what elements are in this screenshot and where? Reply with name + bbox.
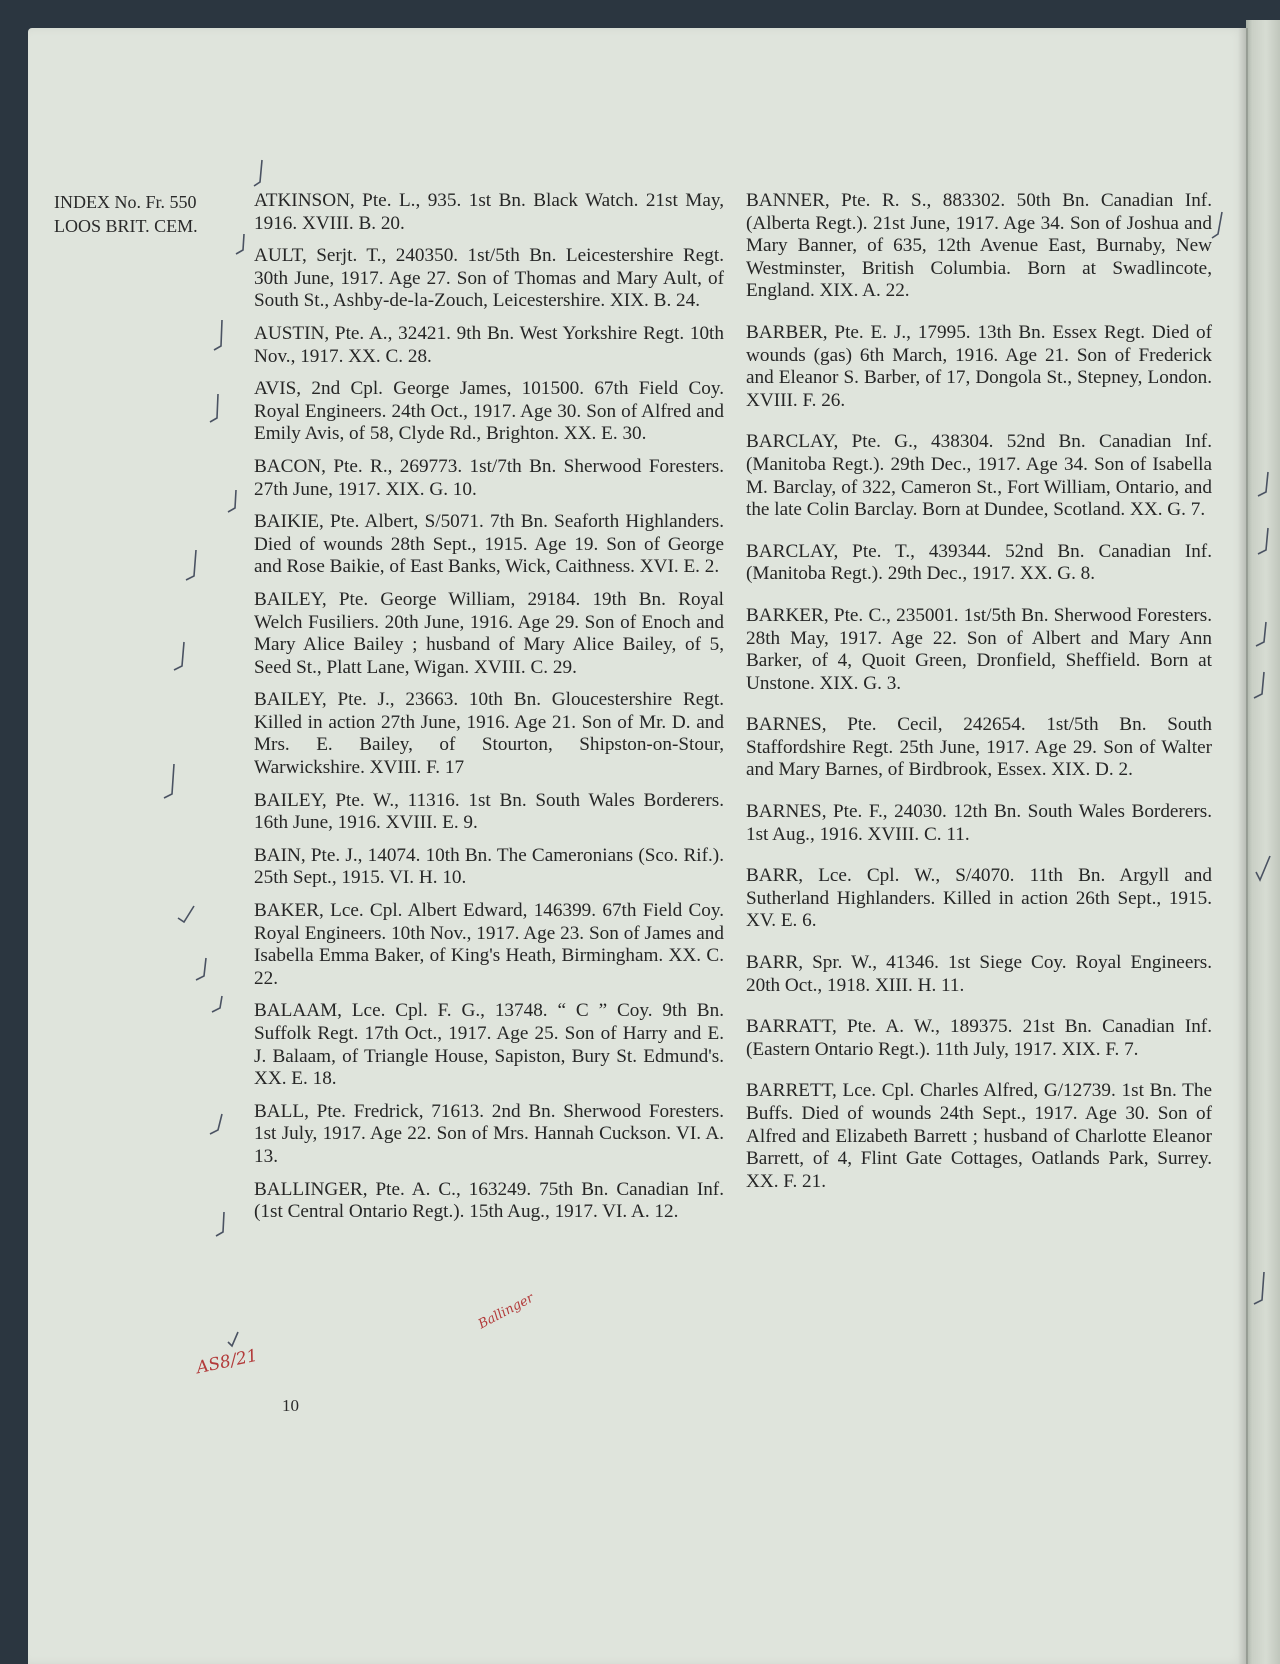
entry-baker: BAKER, Lce. Cpl. Albert Edward, 146399. 67th Field Coy. Royal Engineers. 10th Nov., 1917. Age 23. Son of James and Isabella Emma Baker, of King's Heath, Birmingham. XX. C. 22. xyxy=(254,900,724,989)
entry-bailey-w: BAILEY, Pte. W., 11316. 1st Bn. South Wales Borderers. 16th June, 1916. XVIII. E. 9. xyxy=(254,789,724,834)
tick-mark-icon xyxy=(214,1210,228,1240)
index-label xyxy=(54,190,198,238)
entry-bacon: BACON, Pte. R., 269773. 1st/7th Bn. Sherwood Foresters. 27th June, 1917. XIX. G. 10. xyxy=(254,455,724,500)
tick-mark-icon xyxy=(208,1112,226,1138)
tick-mark-icon xyxy=(1252,1270,1268,1308)
entry-avis: AVIS, 2nd Cpl. George James, 101500. 67th Field Coy. Royal Engineers. 24th Oct., 1917. Age 30. Son of Alfred and Emily Avis, of 58, Clyde Rd., Brighton. XX. E. 30. xyxy=(254,378,724,445)
page-fold-shadow xyxy=(1238,28,1248,1664)
tick-mark-icon xyxy=(1256,470,1272,498)
tick-mark-icon xyxy=(1254,854,1272,884)
tick-mark-icon xyxy=(210,994,226,1014)
tick-mark-icon xyxy=(1256,526,1272,556)
entry-barker: BARKER, Pte. C., 235001. 1st/5th Bn. Sherwood Foresters. 28th May, 1917. Age 22. Son of Albert and Mary Ann Barker, of 4, Quoit Green, Dronfield, Sheffield. Born at Unstone. XIX. G. 3. xyxy=(746,604,1212,694)
right-column xyxy=(746,190,1212,1212)
page-number: 10 xyxy=(282,1396,299,1415)
entry-barclay-t: BARCLAY, Pte. T., 439344. 52nd Bn. Canadian Inf. (Manitoba Regt.). 29th Dec., 1917. XX. G. 8. xyxy=(746,540,1212,585)
entry-barrett: BARRETT, Lce. Cpl. Charles Alfred, G/12739. 1st Bn. The Buffs. Died of wounds 24th Sept., 1917. Age 30. Son of Alfred and Elizabeth Barrett ; husband of Charlotte Eleanor Barrett, of 4, Flint Gate Cottages, Oatlands Park, Surrey. XX. F. 21. xyxy=(746,1080,1212,1192)
tick-mark-icon xyxy=(1254,620,1270,648)
entry-ball: BALL, Pte. Fredrick, 71613. 2nd Bn. Sherwood Foresters. 1st July, 1917. Age 22. Son of Mrs. Hannah Cuckson. VI. A. 13. xyxy=(254,1100,724,1167)
entry-barratt: BARRATT, Pte. A. W., 189375. 21st Bn. Canadian Inf. (Eastern Ontario Regt.). 11th July, 1917. XIX. F. 7. xyxy=(746,1016,1212,1060)
cemetery-name: LOOS BRIT. CEM. xyxy=(54,216,198,236)
entry-barr-lce: BARR, Lce. Cpl. W., S/4070. 11th Bn. Argyll and Sutherland Highlanders. Killed in action 26th Sept., 1915. XV. E. 6. xyxy=(746,865,1212,932)
entry-banner: BANNER, Pte. R. S., 883302. 50th Bn. Canadian Inf. (Alberta Regt.). 21st June, 1917. Age 34. Son of Joshua and Mary Banner, of 635, 12th Avenue East, Burnaby, New Westminster, British Columbia. Born at Swadlincote, England. XIX. A. 22. xyxy=(746,190,1212,302)
entry-barnes-f: BARNES, Pte. F., 24030. 12th Bn. South Wales Borderers. 1st Aug., 1916. XVIII. C. 11. xyxy=(746,801,1212,845)
entry-atkinson: ATKINSON, Pte. L., 935. 1st Bn. Black Watch. 21st May, 1916. XVIII. B. 20. xyxy=(254,190,724,234)
entry-ballinger: BALLINGER, Pte. A. C., 163249. 75th Bn. Canadian Inf. (1st Central Ontario Regt.). 15th Aug., 1917. VI. A. 12. xyxy=(254,1178,724,1223)
tick-mark-icon xyxy=(1210,210,1226,240)
entry-barclay-g: BARCLAY, Pte. G., 438304. 52nd Bn. Canadian Inf. (Manitoba Regt.). 29th Dec., 1917. Age 34. Son of Isabella M. Barclay, of 322, Cameron St., Fort William, Ontario, and the late Colin Barclay. Born at Dundee, Scotland. XX. G. 7. xyxy=(746,431,1212,521)
tick-mark-icon xyxy=(172,640,188,674)
tick-mark-icon xyxy=(176,904,196,924)
entry-barnes-cecil: BARNES, Pte. Cecil, 242654. 1st/5th Bn. South Staffordshire Regt. 25th June, 1917. Age 29. Son of Walter and Mary Barnes, of Birdbrook, Essex. XIX. D. 2. xyxy=(746,714,1212,781)
tick-mark-icon xyxy=(226,1330,242,1350)
entry-bain: BAIN, Pte. J., 14074. 10th Bn. The Cameronians (Sco. Rif.). 25th Sept., 1915. VI. H. 10. xyxy=(254,844,724,889)
tick-mark-icon xyxy=(162,762,178,802)
entry-bailey-j: BAILEY, Pte. J., 23663. 10th Bn. Gloucestershire Regt. Killed in action 27th June, 1916. Age 21. Son of Mr. D. and Mrs. E. Bailey, of Stourton, Shipston-on-Stour, Warwickshire. XVIII. F. 17 xyxy=(254,689,724,779)
index-number: INDEX No. Fr. 550 xyxy=(54,192,197,212)
entry-bailey-gw: BAILEY, Pte. George William, 29184. 19th Bn. Royal Welch Fusiliers. 20th June, 1916. Age 29. Son of Enoch and Mary Alice Bailey ; husband of Mary Alice Bailey, of 5, Seed St., Platt Lane, Wigan. XVIII. C. 29. xyxy=(254,588,724,678)
tick-mark-icon xyxy=(226,488,240,516)
tick-mark-icon xyxy=(252,158,266,188)
name-correction-annotation: Ballinger xyxy=(476,1290,537,1333)
tick-mark-icon xyxy=(1252,670,1268,700)
tick-mark-icon xyxy=(194,956,210,982)
entry-baikie: BAIKIE, Pte. Albert, S/5071. 7th Bn. Seaforth Highlanders. Died of wounds 28th Sept., 1915. Age 19. Son of George and Rose Baikie, of East Banks, Wick, Caithness. XVI. E. 2. xyxy=(254,511,724,578)
margin-annotation: AS8/21 xyxy=(194,1345,260,1379)
entry-barr-spr: BARR, Spr. W., 41346. 1st Siege Coy. Royal Engineers. 20th Oct., 1918. XIII. H. 11. xyxy=(746,952,1212,996)
entry-balaam: BALAAM, Lce. Cpl. F. G., 13748. “ C ” Coy. 9th Bn. Suffolk Regt. 17th Oct., 1917. Age 25. Son of Harry and E. J. Balaam, of Triangle House, Sapiston, Bury St. Edmund's. XX. E. 18. xyxy=(254,1000,724,1090)
tick-mark-icon xyxy=(234,232,248,256)
entry-austin: AUSTIN, Pte. A., 32421. 9th Bn. West Yorkshire Regt. 10th Nov., 1917. XX. C. 28. xyxy=(254,322,724,367)
adjacent-page-edge xyxy=(1246,20,1280,1664)
entry-barber: BARBER, Pte. E. J., 17995. 13th Bn. Essex Regt. Died of wounds (gas) 6th March, 1916. Age 21. Son of Frederick and Eleanor S. Barber, of 17, Dongola St., Stepney, London. XVIII. F. 26. xyxy=(746,321,1212,411)
entry-ault: AULT, Serjt. T., 240350. 1st/5th Bn. Leicestershire Regt. 30th June, 1917. Age 27. Son of Thomas and Mary Ault, of South St., Ashby-de-la-Zouch, Leicestershire. XIX. B. 24. xyxy=(254,245,724,312)
tick-mark-icon xyxy=(212,318,226,354)
left-column xyxy=(254,190,724,1234)
tick-mark-icon xyxy=(184,548,200,584)
tick-mark-icon xyxy=(208,392,222,426)
